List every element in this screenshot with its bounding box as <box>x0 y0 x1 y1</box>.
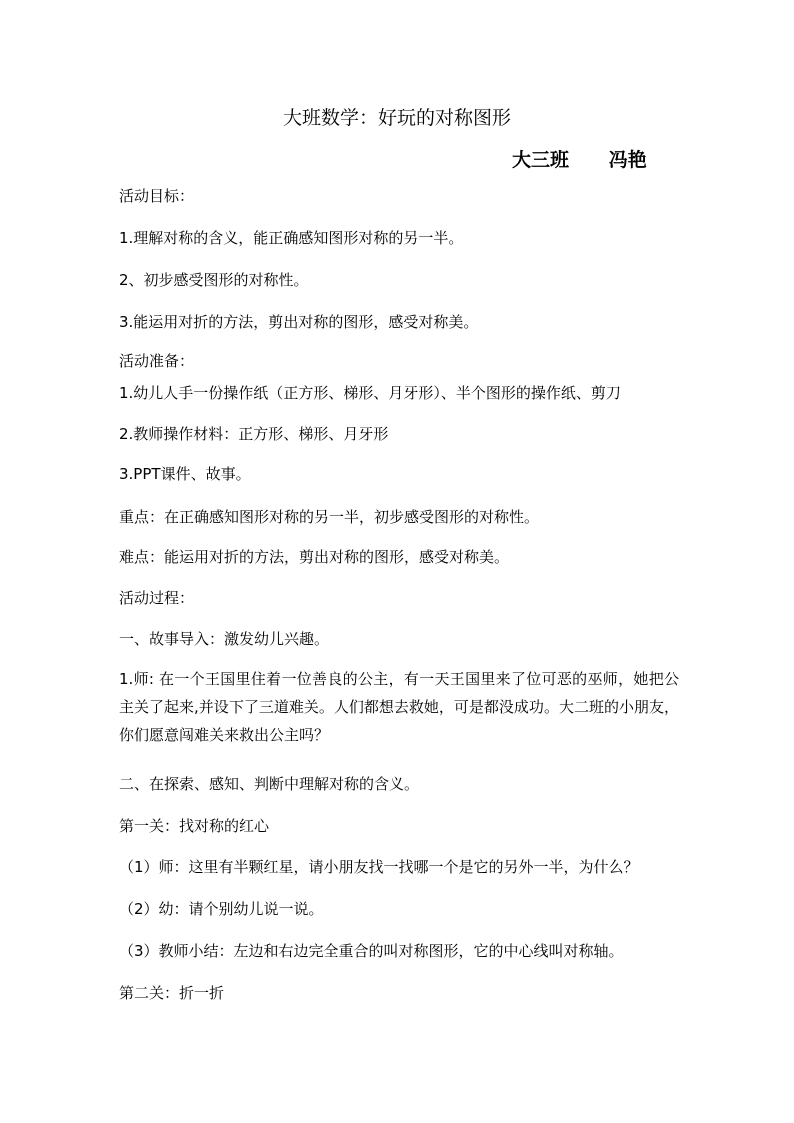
story-paragraph: 1.师: 在一个王国里住着一位善良的公主，有一天王国里来了位可恶的巫师，她把公主关了起来,并设下了三道难关。人们都想去救她，可是都没成功。大二班的小朋友，你们愿意闯难关来救出公主吗？ <box>119 670 679 744</box>
step-2: （2）幼：请个别幼儿说一说。 <box>119 900 324 918</box>
level-2-heading: 第二关：折一折 <box>119 984 225 1002</box>
goals-heading: 活动目标： <box>119 187 195 205</box>
author-line: 大三班 冯艳 <box>512 149 647 171</box>
goal-3: 3.能运用对折的方法，剪出对称的图形，感受对称美。 <box>119 313 479 331</box>
goal-1: 1.理解对称的含义，能正确感知图形对称的另一半。 <box>119 229 464 247</box>
document-title: 大班数学：好玩的对称图形 <box>282 107 511 129</box>
step-1: （1）师：这里有半颗红星，请小朋友找一找哪一个是它的另外一半，为什么？ <box>119 858 639 876</box>
section-2-heading: 二、在探索、感知、判断中理解对称的含义。 <box>119 775 420 793</box>
prep-3: 3.PPT课件、故事。 <box>119 465 251 483</box>
difficulty-point: 难点：能运用对折的方法，剪出对称的图形，感受对称美。 <box>119 548 510 566</box>
process-heading: 活动过程： <box>119 589 195 607</box>
goal-2: 2、初步感受图形的对称性。 <box>119 271 309 289</box>
step-3: （3）教师小结：左边和右边完全重合的叫对称图形，它的中心线叫对称轴。 <box>119 942 624 960</box>
section-1-heading: 一、故事导入：激发幼儿兴趣。 <box>119 630 330 648</box>
prep-heading: 活动准备： <box>119 352 195 370</box>
prep-2: 2.教师操作材料：正方形、梯形、月牙形 <box>119 425 389 443</box>
key-point: 重点：在正确感知图形对称的另一半，初步感受图形的对称性。 <box>119 508 540 526</box>
prep-1: 1.幼儿人手一份操作纸（正方形、梯形、月牙形）、半个图形的操作纸、剪刀 <box>119 384 621 402</box>
level-1-heading: 第一关：找对称的红心 <box>119 817 270 835</box>
